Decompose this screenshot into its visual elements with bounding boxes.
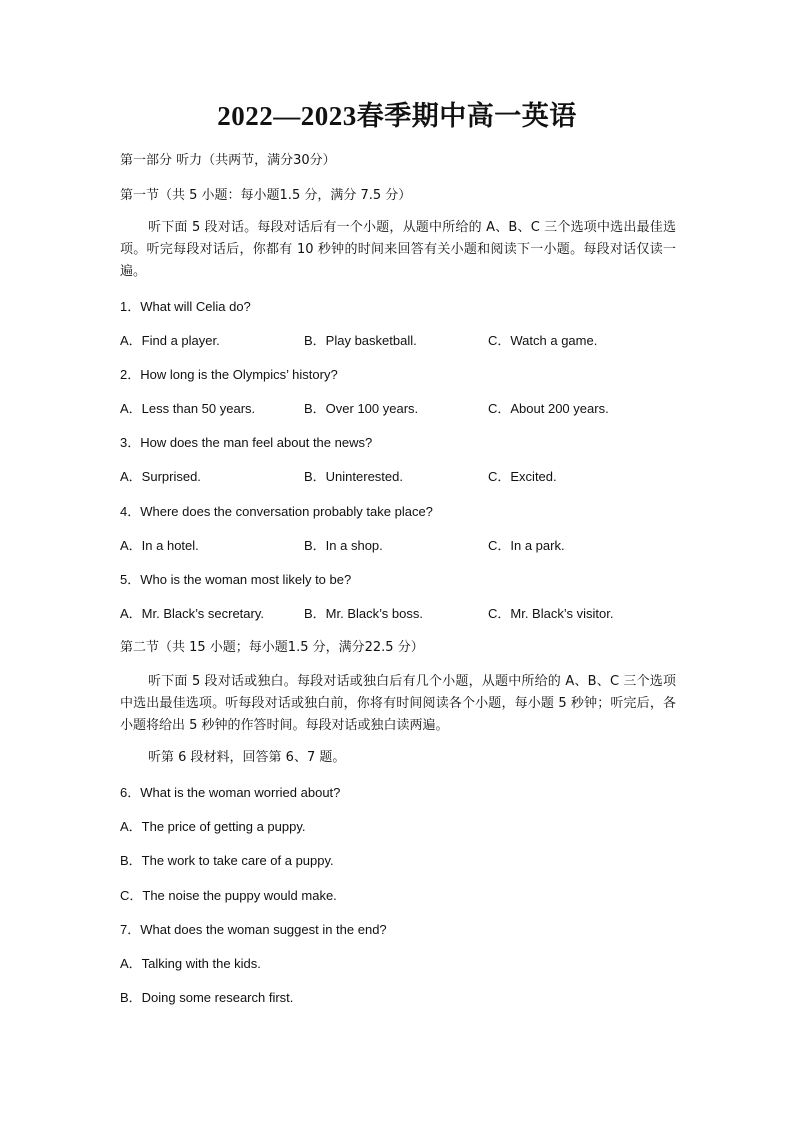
option-b: B．The work to take care of a puppy. <box>120 853 334 868</box>
section1-instructions: 听下面 5 段对话。每段对话后有一个小题，从题中所给的 A、B、C 三个选项中选出最佳选项。听完每段对话后，你都有 10 秒钟的时间来回答有关小题和阅读下一小题。每段对话仅读一遍。 <box>120 220 676 279</box>
option-a: A．Mr. Black’s secretary. <box>120 606 264 621</box>
question-stem: 3．How does the man feel about the news? <box>120 435 373 450</box>
question-stem: 5．Who is the woman most likely to be? <box>120 572 352 587</box>
question-options <box>120 469 680 485</box>
part1-heading: 第一部分 听力（共两节，满分30分） <box>120 153 336 168</box>
option-c: C．About 200 years. <box>488 401 609 416</box>
option-a: A．Find a player. <box>120 333 220 348</box>
option-c: C．In a park. <box>488 538 565 553</box>
material-note: 听第 6 段材料，回答第 6、7 题。 <box>148 750 346 765</box>
question-stem: 1．What will Celia do? <box>120 299 251 314</box>
question-options <box>120 538 680 554</box>
option-c: C．Mr. Black’s visitor. <box>488 606 614 621</box>
question-options <box>120 606 680 622</box>
question-stem: 4．Where does the conversation probably take place? <box>120 504 433 519</box>
option-a: A．In a hotel. <box>120 538 199 553</box>
question-options <box>120 401 680 417</box>
option-c: C．The noise the puppy would make. <box>120 888 337 903</box>
option-a: A．Talking with the kids. <box>120 956 261 971</box>
exam-title: 2022—2023春季期中高一英语 <box>217 101 577 131</box>
section1-heading: 第一节（共 5 小题：每小题1.5 分，满分 7.5 分） <box>120 188 412 203</box>
option-b: B．Play basketball. <box>304 333 417 348</box>
option-c: C．Watch a game. <box>488 333 598 348</box>
option-a: A．Surprised. <box>120 469 201 484</box>
option-a: A．Less than 50 years. <box>120 401 256 416</box>
question-stem: 6．What is the woman worried about? <box>120 785 341 800</box>
option-b: B．Over 100 years. <box>304 401 419 416</box>
option-b: B．Uninterested. <box>304 469 403 484</box>
question-options <box>120 333 680 349</box>
section2-heading: 第二节（共 15 小题；每小题1.5 分，满分22.5 分） <box>120 640 424 655</box>
option-b: B．Doing some research first. <box>120 990 294 1005</box>
option-b: B．Mr. Black’s boss. <box>304 606 423 621</box>
question-stem: 7．What does the woman suggest in the end? <box>120 922 387 937</box>
option-c: C．Excited. <box>488 469 557 484</box>
question-stem: 2．How long is the Olympics’ history? <box>120 367 338 382</box>
option-b: B．In a shop. <box>304 538 383 553</box>
option-a: A．The price of getting a puppy. <box>120 819 306 834</box>
section2-instructions: 听下面 5 段对话或独白。每段对话或独白后有几个小题，从题中所给的 A、B、C 三个选项中选出最佳选项。听每段对话或独白前，你将有时间阅读各个小题，每小题 5 秒钟；听完后，各小题将给出 5 秒钟的作答时间。每段对话或独白读两遍。 <box>120 674 676 733</box>
